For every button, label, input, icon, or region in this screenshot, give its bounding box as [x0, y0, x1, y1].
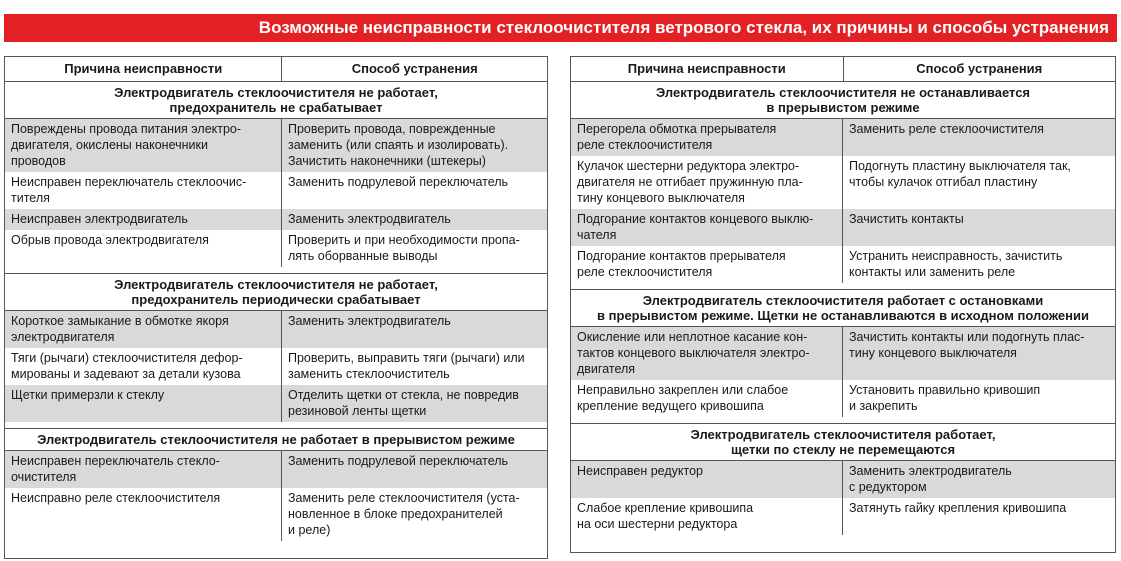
cause-line: тителя [11, 191, 50, 205]
cause-cell [5, 348, 282, 385]
cause-cell [5, 385, 282, 422]
cause-line: реле стеклоочистителя [577, 265, 713, 279]
table-row [5, 172, 547, 209]
table-row [571, 119, 1115, 156]
cause-line: тактов концевого выключателя электро- [577, 346, 810, 360]
remedy-cell [282, 209, 547, 230]
remedy-cell [282, 172, 547, 209]
table-row [5, 348, 547, 385]
remedy-line: Устранить неисправность, зачистить [849, 249, 1063, 263]
table-row [571, 156, 1115, 209]
remedy-column-header: Способ устранения [351, 61, 478, 76]
cause-column-header: Причина неисправности [5, 57, 282, 81]
section-heading-line: Электродвигатель стеклоочистителя не работает в прерывистом режиме [37, 432, 515, 447]
remedy-line: контакты или заменить реле [849, 265, 1016, 279]
section-heading-line: Электродвигатель стеклоочистителя не останавливается [655, 85, 1031, 100]
section-heading-line: предохранитель периодически срабатывает [131, 292, 421, 307]
table-row [5, 230, 547, 267]
table-row [571, 246, 1115, 283]
section-heading [5, 82, 547, 119]
remedy-line: Подогнуть пластину выключателя так, [849, 159, 1071, 173]
right-table-body [571, 82, 1115, 535]
table-row [5, 451, 547, 488]
section-heading [571, 423, 1115, 461]
left-table-body [5, 82, 547, 541]
remedy-cell [282, 385, 547, 422]
cause-line: двигателя [577, 362, 636, 376]
remedy-line: новленное в блоке предохранителей [288, 507, 503, 521]
table-row [571, 461, 1115, 498]
remedy-line: заменить стеклоочиститель [288, 367, 450, 381]
section-heading-line: в прерывистом режиме [766, 100, 920, 115]
cause-cell [571, 327, 843, 380]
remedy-line: Заменить электродвигатель [288, 212, 451, 226]
section-rows [571, 119, 1115, 283]
cause-line: Неисправен переключатель стекло- [11, 454, 220, 468]
remedy-line: резиновой ленты щетки [288, 404, 427, 418]
remedy-line: тину концевого выключателя [849, 346, 1017, 360]
cause-line: Тяги (рычаги) стеклоочистителя дефор- [11, 351, 243, 365]
cause-cell [571, 156, 843, 209]
table-row [571, 327, 1115, 380]
cause-line: Кулачок шестерни редуктора электро- [577, 159, 800, 173]
cause-cell [5, 209, 282, 230]
table-row [5, 311, 547, 348]
section-rows [571, 327, 1115, 417]
section-heading-line: предохранитель не срабатывает [169, 100, 383, 115]
section-heading-line: Электродвигатель стеклоочистителя работает с остановками [642, 293, 1044, 308]
cause-line: Повреждены провода питания электро- [11, 122, 242, 136]
cause-line: очистителя [11, 470, 77, 484]
remedy-line: чтобы кулачок отгибал пластину [849, 175, 1038, 189]
remedy-line: лять оборванные выводы [288, 249, 438, 263]
cause-line: Короткое замыкание в обмотке якоря [11, 314, 229, 328]
remedy-cell [843, 461, 1115, 498]
cause-line: двигателя, окислены наконечники [11, 138, 208, 152]
cause-line: Перегорела обмотка прерывателя [577, 122, 777, 136]
cause-line: Неисправен электродвигатель [11, 212, 188, 226]
remedy-line: Затянуть гайку крепления кривошипа [849, 501, 1067, 515]
page-title: Возможные неисправности стеклоочистителя ветрового стекла, их причины и способы устранения [258, 18, 1109, 37]
remedy-line: Заменить подрулевой переключатель [288, 454, 509, 468]
cause-line: Неправильно закреплен или слабое [577, 383, 789, 397]
remedy-line: и закрепить [849, 399, 918, 413]
remedy-line: Заменить реле стеклоочистителя [849, 122, 1044, 136]
section-heading [5, 428, 547, 451]
remedy-cell [843, 380, 1115, 417]
section-heading-line: Электродвигатель стеклоочистителя работает, [690, 427, 996, 442]
remedy-line: Заменить электродвигатель [288, 314, 451, 328]
table-row [5, 209, 547, 230]
section-heading-line: Электродвигатель стеклоочистителя не работает, [114, 277, 438, 292]
cause-cell [5, 311, 282, 348]
remedy-line: Зачистить наконечники (штекеры) [288, 154, 486, 168]
cause-line: мированы и задевают за детали кузова [11, 367, 241, 381]
cause-line: крепление ведущего кривошипа [577, 399, 764, 413]
right-table [570, 56, 1116, 553]
cause-cell [5, 172, 282, 209]
cause-cell [5, 230, 282, 267]
table-row [571, 380, 1115, 417]
remedy-column-header: Способ устранения [916, 61, 1043, 76]
remedy-line: Отделить щетки от стекла, не повредив [288, 388, 519, 402]
remedy-cell [843, 327, 1115, 380]
remedy-cell [843, 246, 1115, 283]
cause-cell [5, 488, 282, 541]
cause-line: реле стеклоочистителя [577, 138, 713, 152]
remedy-cell [282, 488, 547, 541]
table-row [5, 488, 547, 541]
section-heading-line: Электродвигатель стеклоочистителя не работает, [114, 85, 438, 100]
table-row [571, 498, 1115, 535]
remedy-cell [843, 209, 1115, 246]
remedy-line: Проверить и при необходимости пропа- [288, 233, 520, 247]
remedy-line: Зачистить контакты [849, 212, 964, 226]
remedy-cell [843, 119, 1115, 156]
remedy-cell [282, 451, 547, 488]
remedy-cell [843, 156, 1115, 209]
cause-line: чателя [577, 228, 617, 242]
cause-line: Неисправно реле стеклоочистителя [11, 491, 221, 505]
cause-line: Подгорание контактов прерывателя [577, 249, 786, 263]
left-column-headers [5, 57, 547, 82]
section-rows [5, 311, 547, 422]
cause-cell [5, 119, 282, 172]
page-title-banner [4, 14, 1117, 42]
cause-cell [571, 380, 843, 417]
section-heading [571, 289, 1115, 327]
remedy-cell [282, 119, 547, 172]
remedy-line: с редуктором [849, 480, 927, 494]
remedy-cell [282, 311, 547, 348]
section-rows [571, 461, 1115, 535]
remedy-cell [843, 498, 1115, 535]
cause-line: проводов [11, 154, 66, 168]
cause-column-header: Причина неисправности [571, 57, 844, 81]
cause-line: Слабое крепление кривошипа [577, 501, 754, 515]
cause-cell [571, 209, 843, 246]
remedy-line: Проверить провода, поврежденные [288, 122, 496, 136]
cause-line: Щетки примерзли к стеклу [11, 388, 165, 402]
cause-line: Обрыв провода электродвигателя [11, 233, 209, 247]
table-row [571, 209, 1115, 246]
section-rows [5, 451, 547, 541]
remedy-line: Проверить, выправить тяги (рычаги) или [288, 351, 525, 365]
remedy-line: Заменить подрулевой переключатель [288, 175, 509, 189]
cause-cell [571, 119, 843, 156]
left-table [4, 56, 548, 559]
remedy-cell [282, 230, 547, 267]
cause-cell [571, 498, 843, 535]
cause-cell [5, 451, 282, 488]
table-row [5, 119, 547, 172]
cause-line: на оси шестерни редуктора [577, 517, 738, 531]
section-heading-line: в прерывистом режиме. Щетки не останавливаются в исходном положении [597, 308, 1089, 323]
cause-line: тину концевого выключателя [577, 191, 745, 205]
cause-line: Неисправен переключатель стеклоочис- [11, 175, 247, 189]
table-row [5, 385, 547, 422]
remedy-line: заменить (или спаять и изолировать). [288, 138, 509, 152]
section-heading [5, 273, 547, 311]
remedy-cell [282, 348, 547, 385]
cause-cell [571, 246, 843, 283]
remedy-line: Установить правильно кривошип [849, 383, 1041, 397]
cause-line: электродвигателя [11, 330, 115, 344]
right-column-headers [571, 57, 1115, 82]
cause-line: двигателя не отгибает пружинную пла- [577, 175, 803, 189]
cause-cell [571, 461, 843, 498]
cause-line: Окисление или неплотное касание кон- [577, 330, 808, 344]
remedy-line: Заменить реле стеклоочистителя (уста- [288, 491, 520, 505]
cause-line: Подгорание контактов концевого выклю- [577, 212, 814, 226]
remedy-line: Заменить электродвигатель [849, 464, 1012, 478]
section-heading-line: щетки по стеклу не перемещаются [730, 442, 956, 457]
cause-line: Неисправен редуктор [577, 464, 703, 478]
remedy-line: Зачистить контакты или подогнуть плас- [849, 330, 1085, 344]
remedy-line: и реле) [288, 523, 331, 537]
section-heading [571, 82, 1115, 119]
section-rows [5, 119, 547, 267]
